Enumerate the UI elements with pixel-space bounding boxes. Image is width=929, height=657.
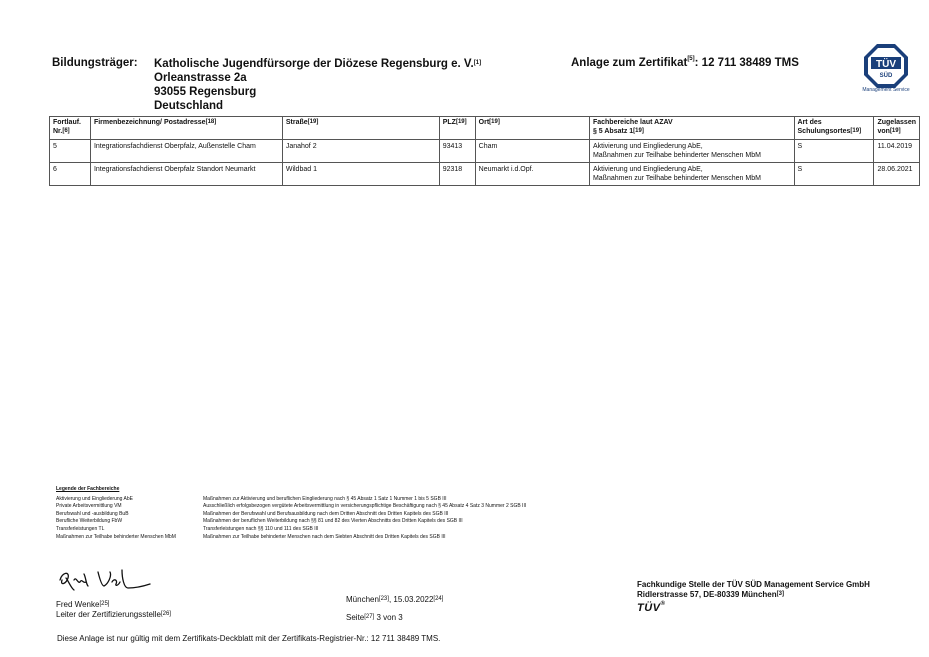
page-number: Seite[27] 3 von 3 [346,613,403,622]
cell-nr: 6 [50,163,91,186]
col-header-nr: Fortlauf. Nr.[6] [50,117,91,140]
issuing-body [637,580,870,600]
cell-name: Integrationsfachdienst Oberpfalz, Außenstelle Cham [90,140,282,163]
cell-street: Janahof 2 [282,140,439,163]
col-header-street: Straße[19] [282,117,439,140]
legend-item: Berufswahl und -ausbildung BuB Maßnahmen der Berufswahl und Berufsausbildung nach dem Dritten Abschnitt des Dritten Kapitels des SGB III [56,510,449,517]
cell-street: Wildbad 1 [282,163,439,186]
table-header-row [50,117,920,140]
cell-nr: 5 [50,140,91,163]
table-row [50,140,920,163]
cell-date: 28.06.2021 [874,163,920,186]
training-sites-table [49,116,920,186]
legend-item: Maßnahmen zur Teilhabe behinderter Menschen MbM Maßnahmen zur Teilhabe behinderter Menschen nach dem Siebten Abschnitt des Dritten Kapitels des SGB III [56,533,446,540]
cell-art: S [794,140,874,163]
place-date-page [346,591,443,627]
logo-caption: Management Service [862,87,910,93]
signatory-role: Leiter der Zertifizierungsstelle[26] [56,610,171,619]
cell-date: 11.04.2019 [874,140,920,163]
cell-plz: 92318 [439,163,475,186]
tuv-wordmark: TÜV® [637,601,666,614]
cell-ort: Neumarkt i.d.Opf. [475,163,589,186]
certificate-reference: Anlage zum Zertifikat[5]: 12 711 38489 TMS [571,56,799,69]
legend-item: Berufliche Weiterbildung FbW Maßnahmen der beruflichen Weiterbildung nach §§ 81 und 82 des Vierten Abschnitts des Dritten Kapitels des SGB III [56,518,463,525]
organization-address [154,57,481,113]
cell-art: S [794,163,874,186]
organization-name: Katholische Jugendfürsorge der Diözese Regensburg e. V.[1] [154,58,482,70]
legend-title: Legende der Fachbereiche [56,486,120,492]
organization-city: 93055 Regensburg [154,86,257,98]
legend-item: Aktivierung und Eingliederung AbE Maßnahmen zur Aktivierung und beruflichen Eingliederung nach § 45 Absatz 1 Satz 1 Nummer 1 bis 5 SGB III [56,495,447,502]
logo-text: TÜV [876,59,896,70]
logo-sub-text: SÜD [879,73,893,79]
cell-fachbereiche: Aktivierung und Eingliederung AbE, Maßnahmen zur Teilhabe behinderter Menschen MbM [589,163,794,186]
table-row [50,163,920,186]
validity-note: Diese Anlage ist nur gültig mit dem Zertifikats-Deckblatt mit der Zertifikats-Registrier-Nr.: 12 711 38489 TMS. [57,634,441,643]
cell-name: Integrationsfachdienst Oberpfalz Standort Neumarkt [90,163,282,186]
legend-item: Private Arbeitsvermittlung VM Ausschließlich erfolgsbezogen vergütete Arbeitsvermittlung in versicherungspflichtige Beschäftigung nach § 45 Absatz 4 Satz 3 Nummer 2 SGB III [56,503,527,510]
cell-fachbereiche: Aktivierung und Eingliederung AbE, Maßnahmen zur Teilhabe behinderter Menschen MbM [589,140,794,163]
cell-plz: 93413 [439,140,475,163]
tuv-logo-icon [863,43,909,89]
place-and-date: München[23], 15.03.2022[24] [346,595,444,604]
organization-street: Orleanstrasse 2a [154,72,247,84]
issuer-label: Bildungsträger: [52,57,138,69]
cell-ort: Cham [475,140,589,163]
issuing-body-address: Ridlerstrasse 57, DE-80339 München[3] [637,590,784,599]
handwritten-signature [56,566,152,594]
col-header-name: Firmenbezeichnung/ Postadresse[18] [90,117,282,140]
col-header-date: Zugelassen von[19] [874,117,920,140]
legend [56,486,527,541]
signatory-name: Fred Wenke[25] [56,600,110,609]
legend-item: Transferleistungen TL Transferleistungen nach §§ 110 und 111 des SGB III [56,525,319,532]
col-header-fachbereiche: Fachbereiche laut AZAV § 5 Absatz 1[19] [589,117,794,140]
col-header-ort: Ort[19] [475,117,589,140]
issuing-body-name: Fachkundige Stelle der TÜV SÜD Management Service GmbH [637,580,870,589]
col-header-art: Art des Schulungsortes[19] [794,117,874,140]
organization-country: Deutschland [154,100,224,112]
col-header-plz: PLZ[19] [439,117,475,140]
signatory [56,600,171,620]
